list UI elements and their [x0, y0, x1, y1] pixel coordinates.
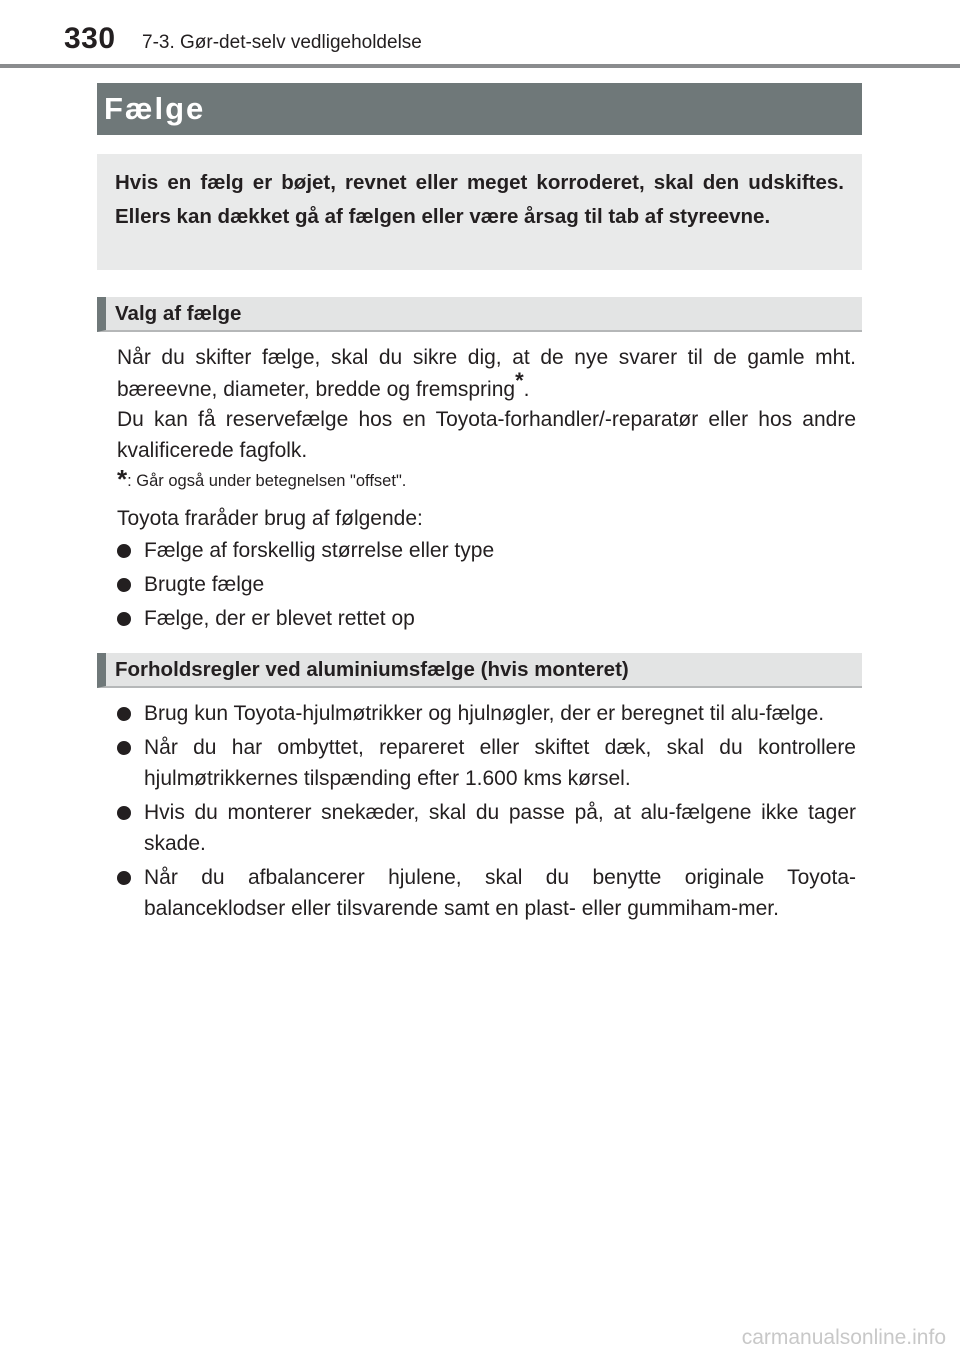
section-title-band	[97, 83, 862, 135]
list-item-text: Fælge, der er blevet rettet op	[144, 607, 415, 630]
list-item	[117, 797, 856, 859]
valg-paragraph-1-end: .	[523, 378, 530, 401]
intro-box	[97, 154, 862, 270]
section-title: Fælge	[104, 91, 206, 126]
list-item	[117, 535, 856, 566]
list-item-text: Brug kun Toyota-hjulmøtrikker og hjulnøgler, der er beregnet til alu-fælge.	[144, 702, 825, 725]
advice-list	[117, 535, 856, 637]
subheading-alu	[97, 653, 862, 688]
bullet-icon	[117, 612, 131, 626]
page-header	[0, 0, 960, 70]
list-item-text: Hvis du monterer snekæder, skal du passe på, at alu-fælgene ikke tager skade.	[144, 801, 856, 855]
footnote-star: *	[117, 464, 128, 494]
watermark: carmanualsonline.info	[741, 1326, 946, 1349]
bullet-icon	[117, 806, 131, 820]
advice-intro: Toyota fraråder brug af følgende:	[117, 507, 423, 530]
page-number: 330	[64, 22, 116, 55]
bullet-icon	[117, 741, 131, 755]
chapter-title: 7-3. Gør-det-selv vedligeholdelse	[142, 32, 422, 53]
list-item-text: Brugte fælge	[144, 573, 265, 596]
intro-text: Hvis en fælg er bøjet, revnet eller meget korroderet, skal den udskiftes. Ellers kan dækket gå af fælgen eller være årsag til tab af styreevne.	[115, 171, 844, 228]
bullet-icon	[117, 871, 131, 885]
list-item	[117, 569, 856, 600]
list-item	[117, 603, 856, 634]
footnote-marker: *	[515, 368, 524, 393]
list-item-text: Når du har ombyttet, repareret eller skiftet dæk, skal du kontrollere hjulmøtrikkernes tilspænding efter 1.600 kms kørsel.	[144, 736, 856, 790]
valg-paragraph-1-text: Når du skifter fælge, skal du sikre dig, at de nye svarer til de gamle mht. bæreevne, diameter, bredde og fremspring	[117, 346, 856, 401]
header-divider	[0, 64, 960, 68]
footnote	[117, 464, 406, 495]
bullet-icon	[117, 578, 131, 592]
list-item	[117, 862, 856, 924]
bullet-icon	[117, 544, 131, 558]
subheading-alu-label: Forholdsregler ved aluminiumsfælge (hvis monteret)	[115, 658, 629, 681]
list-item-text: Når du afbalancerer hjulene, skal du benytte originale Toyota-balanceklodser eller tilsvarende samt en plast- eller gummiham-mer.	[144, 866, 856, 920]
list-item-text: Fælge af forskellig størrelse eller type	[144, 539, 495, 562]
bullet-icon	[117, 707, 131, 721]
alu-list	[117, 698, 856, 927]
valg-paragraph-1	[117, 342, 856, 405]
valg-paragraph-2: Du kan få reservefælge hos en Toyota-forhandler/-reparatør eller hos andre kvalificerede fagfolk.	[117, 408, 856, 462]
footnote-text: : Går også under betegnelsen "offset".	[127, 472, 407, 490]
subheading-valg	[97, 297, 862, 332]
subheading-valg-label: Valg af fælge	[115, 302, 242, 325]
list-item	[117, 698, 856, 729]
list-item	[117, 732, 856, 794]
